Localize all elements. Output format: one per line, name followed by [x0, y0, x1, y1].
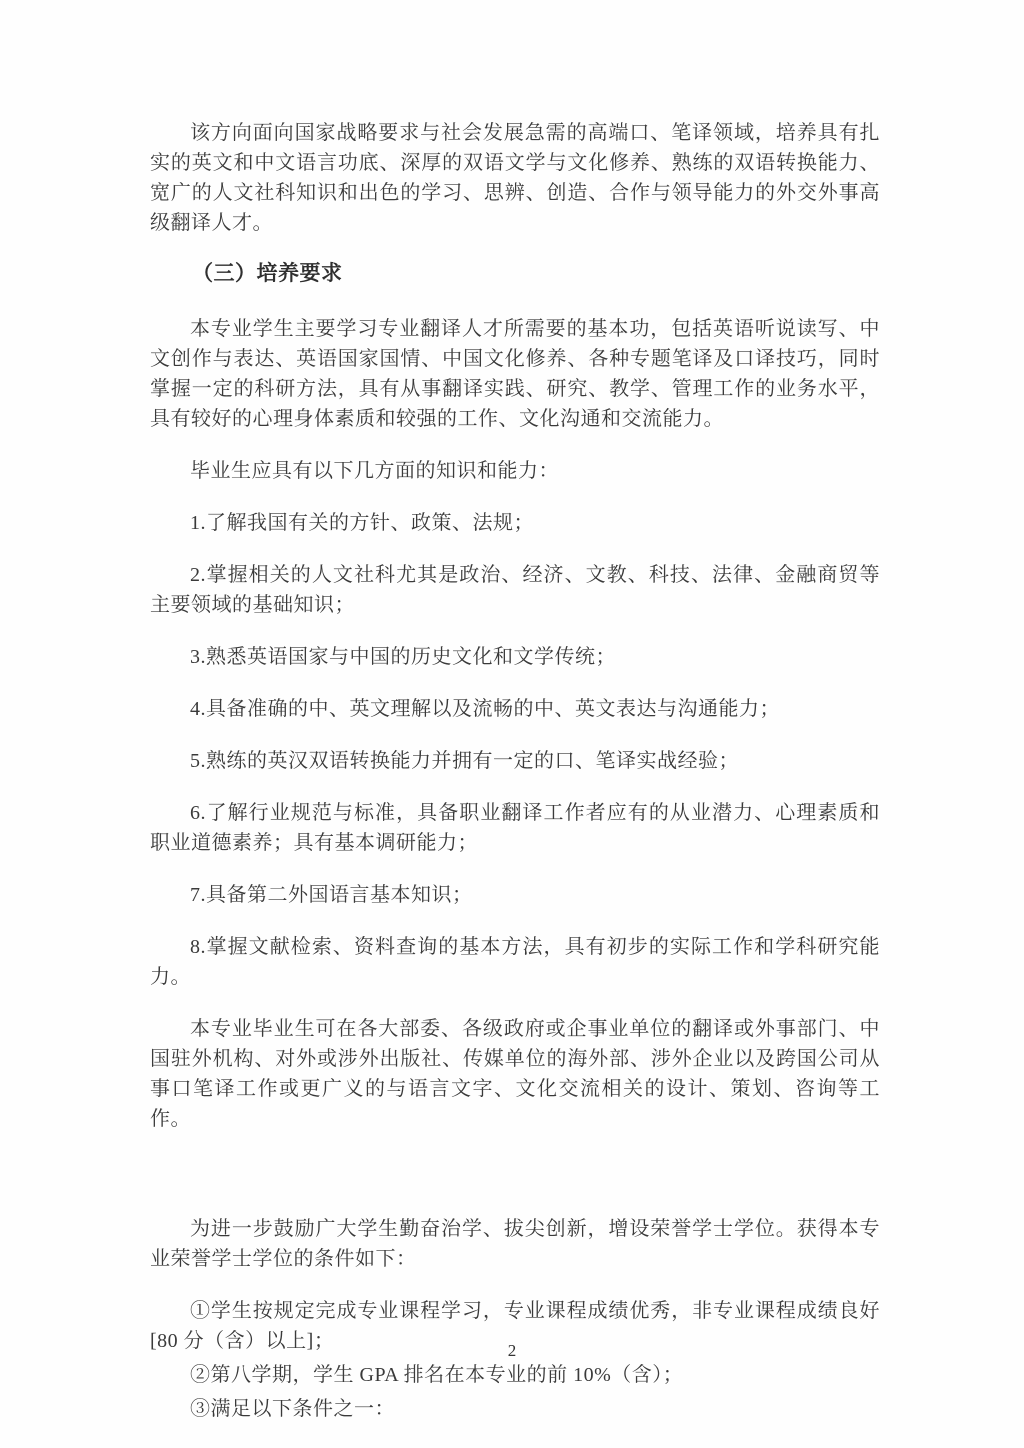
paragraph: ③满足以下条件之一： — [190, 1398, 395, 1420]
paragraph: ②第八学期，学生 GPA 排名在本专业的前 10%（含）； — [190, 1364, 684, 1386]
paragraph: 7.具备第二外国语言基本知识； — [190, 884, 473, 906]
paragraph: 4.具备准确的中、英文理解以及流畅的中、英文表达与沟通能力； — [190, 698, 780, 720]
paragraph-spacer — [150, 1134, 880, 1192]
paragraph: 为进一步鼓励广大学生勤奋治学、拔尖创新，增设荣誉学士学位。获得本专业荣誉学士学位的条件如下： — [150, 1218, 880, 1270]
paragraph: 该方向面向国家战略要求与社会发展急需的高端口、笔译领域，培养具有扎实的英文和中文语言功底、深厚的双语文学与文化修养、熟练的双语转换能力、宽广的人文社科知识和出色的学习、思辨、创造、合作与领导能力的外交外事高级翻译人才。 — [150, 122, 880, 234]
document-body — [150, 118, 880, 1424]
page-number: 2 — [507, 1341, 517, 1360]
paragraph: 2.掌握相关的人文社科尤其是政治、经济、文教、科技、法律、金融商贸等主要领域的基础知识； — [150, 564, 880, 616]
paragraph: 本专业学生主要学习专业翻译人才所需要的基本功，包括英语听说读写、中文创作与表达、英语国家国情、中国文化修养、各种专题笔译及口译技巧，同时掌握一定的科研方法，具有从事翻译实践、研究、教学、管理工作的业务水平，具有较好的心理身体素质和较强的工作、文化沟通和交流能力。 — [150, 318, 880, 430]
paragraph: 3.熟悉英语国家与中国的历史文化和文学传统； — [190, 646, 616, 668]
paragraph: ①学生按规定完成专业课程学习，专业课程成绩优秀，非专业课程成绩良好[80 分（含）以上]； — [150, 1300, 880, 1352]
paragraph: 8.掌握文献检索、资料查询的基本方法，具有初步的实际工作和学科研究能力。 — [150, 936, 880, 988]
paragraph: 6.了解行业规范与标准，具备职业翻译工作者应有的从业潜力、心理素质和职业道德素养；具有基本调研能力； — [150, 802, 880, 854]
section-heading: （三）培养要求 — [192, 261, 343, 285]
paragraph: 本专业毕业生可在各大部委、各级政府或企事业单位的翻译或外事部门、中国驻外机构、对外或涉外出版社、传媒单位的海外部、涉外企业以及跨国公司从事口笔译工作或更广义的与语言文字、文化交流相关的设计、策划、咨询等工作。 — [150, 1018, 880, 1130]
paragraph: 毕业生应具有以下几方面的知识和能力： — [190, 460, 559, 482]
paragraph: 5.熟练的英汉双语转换能力并拥有一定的口、笔译实战经验； — [190, 750, 739, 772]
paragraph: 1.了解我国有关的方针、政策、法规； — [190, 512, 534, 534]
